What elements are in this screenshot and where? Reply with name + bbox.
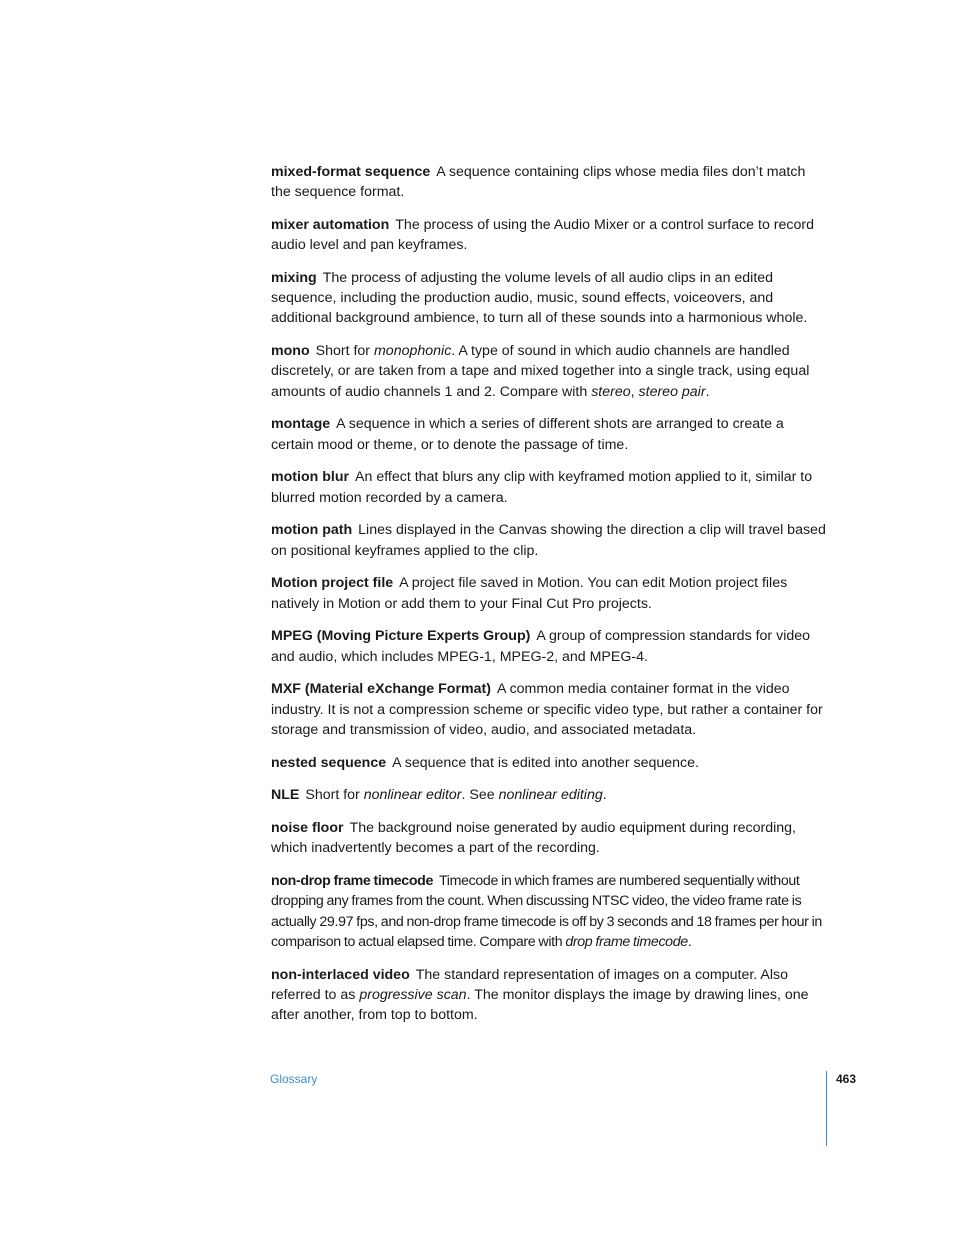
glossary-definition-text: . [687, 933, 692, 950]
glossary-term: non-interlaced video [271, 966, 410, 983]
glossary-cross-reference: drop frame timecode [565, 933, 688, 950]
glossary-definition-text: . [602, 787, 607, 804]
glossary-definition-text: . A type of sound in which audio channels are handled discretely, or are taken from a tape and mixed together into a single track, using equal amounts of audio channels 1 and 2. Compare with [271, 343, 810, 400]
glossary-entry [271, 679, 827, 740]
glossary-definition-text: Timecode in which frames are numbered sequentially without dropping any frames from the count. When discussing NTSC video, the video frame rate is actually 29.97 fps, and non-drop frame timecode is off by 3 seconds and 18 frames per hour in comparison to actual elapsed time. Compare with [271, 873, 822, 950]
glossary-entry [271, 467, 827, 507]
page-number: 463 [836, 1072, 857, 1086]
glossary-entry [271, 414, 827, 454]
glossary-definition-text: The standard representation of images on a computer. Also referred to as [271, 966, 788, 1003]
glossary-entry [271, 626, 827, 666]
glossary-entry [271, 753, 827, 773]
glossary-term: nested sequence [271, 754, 387, 771]
glossary-entry [271, 818, 827, 858]
glossary-entry [271, 341, 827, 402]
glossary-definition-text: A common media container format in the video industry. It is not a compression scheme or specific video type, but rather a container for storage and transmission of video, audio, and associated metadata. [271, 681, 823, 738]
glossary-term: mixer automation [271, 217, 390, 233]
glossary-term: mixing [271, 270, 317, 286]
glossary-term: MXF (Material eXchange Format) [271, 681, 491, 698]
glossary-term: noise floor [271, 820, 344, 837]
glossary-definition-text: A sequence containing clips whose media files don’t match the sequence format. [271, 164, 806, 201]
footer-divider [826, 1071, 827, 1146]
glossary-entry [271, 215, 827, 255]
glossary-entry [271, 162, 827, 202]
glossary-definition-text: The background noise generated by audio equipment during recording, which inadvertently becomes a part of the recording. [271, 820, 796, 857]
glossary-term: montage [271, 416, 331, 433]
glossary-cross-reference: stereo pair [638, 383, 706, 400]
glossary-definition-text: An effect that blurs any clip with keyframed motion applied to it, similar to blurred motion recorded by a camera. [271, 469, 813, 506]
glossary-cross-reference: nonlinear editor [363, 787, 462, 804]
glossary-term: mixed-format sequence [271, 164, 431, 180]
glossary-term: MPEG (Moving Picture Experts Group) [271, 628, 531, 645]
glossary-definition-text: A sequence that is edited into another sequence. [392, 754, 699, 771]
glossary-definition-text: A group of compression standards for video and audio, which includes MPEG-1, MPEG-2, and MPEG-4. [271, 628, 811, 665]
glossary-entry [271, 573, 827, 613]
glossary-term: motion path [271, 522, 353, 539]
glossary-entry [271, 520, 827, 560]
glossary-definition-text: . The monitor displays the image by drawing lines, one after another, from top to bottom. [271, 986, 809, 1024]
glossary-definition-text: Short for [315, 343, 374, 360]
glossary-definition-text: Short for [305, 787, 364, 804]
glossary-definition-text: , [630, 383, 639, 400]
footer-section-label: Glossary [270, 1072, 318, 1086]
glossary-definition-text: A project file saved in Motion. You can edit Motion project files natively in Motion or add them to your Final Cut Pro projects. [271, 575, 788, 612]
glossary-definition-text: A sequence in which a series of different shots are arranged to create a certain mood or theme, or to denote the passage of time. [271, 416, 784, 453]
glossary-cross-reference: stereo [591, 383, 631, 400]
glossary-term: mono [271, 343, 310, 360]
glossary-cross-reference: nonlinear editing [498, 787, 603, 804]
glossary-term: motion blur [271, 469, 350, 486]
glossary-definition-text: . See [461, 787, 499, 804]
glossary-definition-text: The process of adjusting the volume levels of all audio clips in an edited sequence, including the production audio, music, sound effects, voiceovers, and additional background ambience, to turn all of these sounds into a harmonious whole. [271, 270, 808, 327]
glossary-term: Motion project file [271, 575, 394, 592]
glossary-definition-text: The process of using the Audio Mixer or a control surface to record audio level and pan keyframes. [271, 217, 815, 254]
glossary-definition-text: . [705, 383, 710, 400]
glossary-entries [271, 162, 827, 1038]
glossary-entry [271, 268, 827, 329]
glossary-term: NLE [271, 787, 300, 804]
glossary-definition-text: Lines displayed in the Canvas showing the direction a clip will travel based on positional keyframes applied to the clip. [271, 522, 826, 559]
glossary-term: non-drop frame timecode [271, 873, 434, 890]
glossary-entry [271, 785, 827, 805]
glossary-entry [271, 965, 827, 1026]
glossary-cross-reference: progressive scan [359, 986, 467, 1003]
glossary-cross-reference: monophonic [373, 343, 452, 360]
glossary-entry [271, 871, 827, 952]
